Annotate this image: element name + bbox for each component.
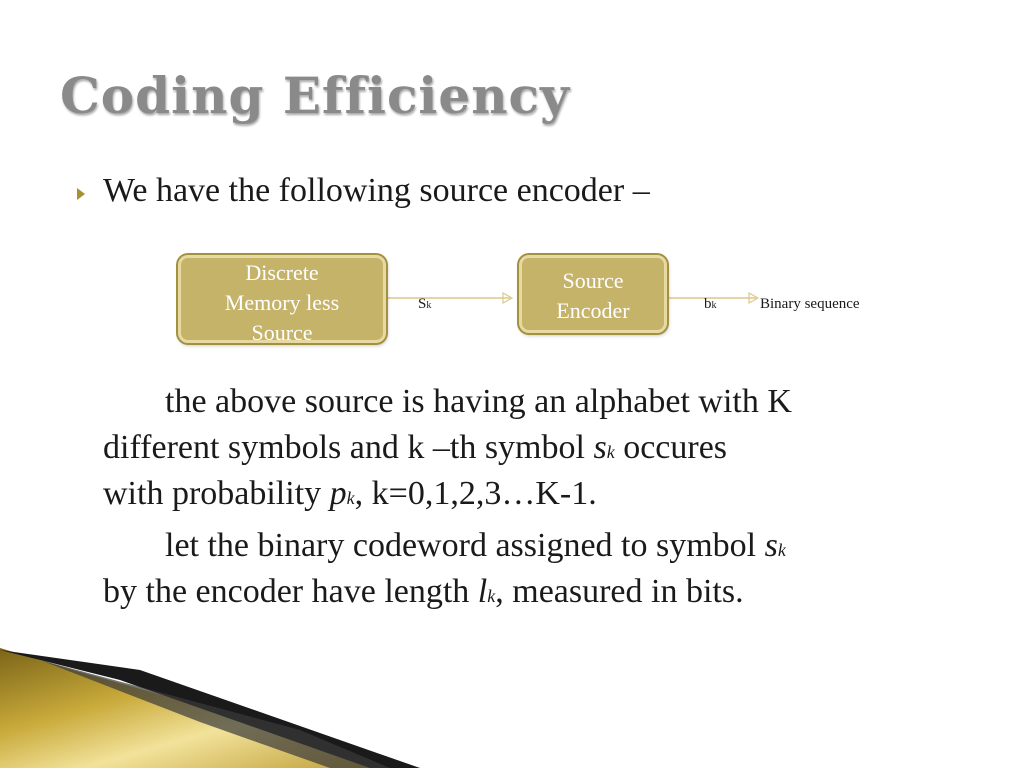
paragraph-2-line-1: let the binary codeword assigned to symbol sk — [165, 527, 786, 564]
source-box-line-2: Memory less — [224, 290, 340, 315]
encoder-box-line-2: Encoder — [556, 298, 630, 323]
binary-sequence-label: Binary sequence — [760, 296, 860, 312]
paragraph-1-line-2: different symbols and k –th symbol sk occures — [103, 429, 728, 466]
source-box-line-3: Source — [251, 320, 313, 345]
encoder-box-line-1: Source — [562, 268, 624, 293]
paragraph-2-line-2: by the encoder have length lk, measured in bits. — [103, 573, 744, 610]
source-box-line-1: Discrete — [245, 260, 319, 285]
bullet-text: We have the following source encoder – — [103, 172, 650, 209]
paragraph-1-line-1: the above source is having an alphabet with K — [165, 383, 792, 420]
output-symbol-label: bk — [704, 296, 717, 312]
slide-title: Coding Efficiency — [60, 66, 571, 125]
discrete-memoryless-source-box — [178, 255, 386, 343]
input-symbol-label: Sk — [418, 296, 432, 312]
paragraph-1-line-3: with probability pk, k=0,1,2,3…K-1. — [103, 475, 597, 512]
source-encoder-box — [519, 255, 667, 333]
